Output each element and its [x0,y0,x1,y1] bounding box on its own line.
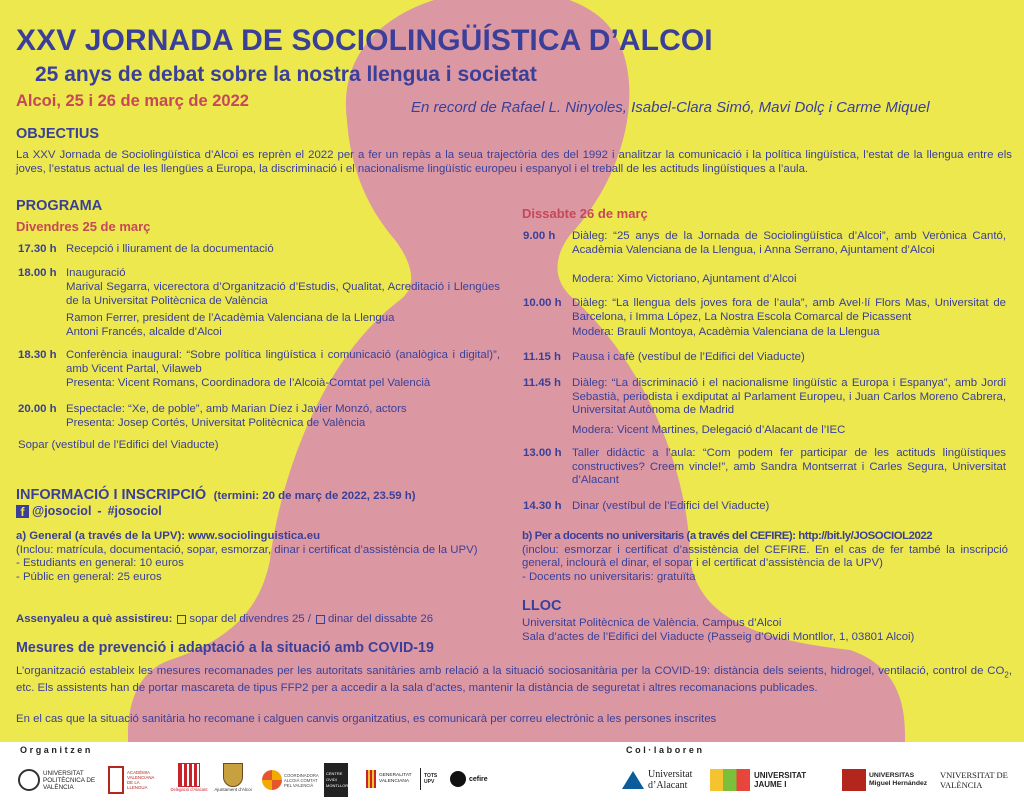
program-entry: Modera: Ximo Victoriano, Ajuntament d’Alcoi [572,273,797,285]
page-subtitle: 25 anys de debat sobre la nostra llengua i societat [35,63,537,86]
page-title: XXV JORNADA DE SOCIOLINGÜÍSTICA D’ALCOI [16,24,713,57]
delegacio-crest-icon [178,763,200,787]
event-date: Alcoi, 25 i 26 de març de 2022 [16,92,249,110]
attend-option-dinner: sopar del divendres 25 / [189,613,311,625]
program-entry: Presenta: Josep Cortés, Universitat Politècnica de València [66,417,366,429]
teacher-registration [522,530,1008,584]
program-entry: Modera: Brauli Montoya, Acadèmia Valenciana de la Llengua [572,326,880,338]
teachers-includes: (inclou: esmorzar i certificat d’assistència del CEFIRE. En el cas de fer també la inscripció general, inclourà el dinar, el sopar i el certificat d’assistència de la UPV) [522,543,1008,570]
program-entry: Recepció i lliurament de la documentació [66,243,274,255]
coordinadora-mark-icon [262,770,282,790]
time-label: 11.45 h [523,377,561,389]
facebook-icon[interactable]: f [16,505,29,518]
logo-text: UNIVERSITAT POLITÈCNICA DE VALÈNCIA [43,769,96,791]
time-label: 11.15 h [523,351,561,363]
price-students: - Estudiants en general: 10 euros [16,557,184,570]
logo-text: CENTRE OVIDI MONTLLOR [326,771,349,788]
social-row [16,504,162,519]
program-entry: Diàleg: “25 anys de la Jornada de Sociolingüística d’Alcoi”, amb Verònica Cantó, Acadèmia Valenciana de la Llengua, i Anna Serrano, Ajuntament d’Alcoi [572,230,1006,256]
covid-note: En el cas que la situació sanitària ho recomane i calguen canvis organitzatius, es comunicarà per correu electrònic a les persones inscrites [16,713,717,725]
teachers-url-link[interactable]: http://bit.ly/JOSOCIOL2022 [798,530,933,542]
general-includes: (Inclou: matrícula, documentació, sopar, esmorzar, dinar i certificat d’assistència de la UPV) [16,543,478,556]
teachers-label: b) Per a docents no universitaris (a través del CEFIRE): [522,530,796,542]
upv-logo[interactable] [18,765,102,795]
uji-logo[interactable] [710,766,834,794]
program-entry: Marival Segarra, vicerectora d’Organització d’Estudis, Qualitat, Acreditació i Llengües de la Universitat Politècnica de València [66,281,500,307]
program-entry: Conferència inaugural: “Sobre política lingüística i comunicació (analògica i digital)”, amb Vicent Partal, Vilaweb [66,349,500,375]
general-registration [16,530,500,584]
lloc-line2: Sala d’actes de l’Edifici del Viaducte (Passeig d’Ovidi Montllor, 1, 03801 Alcoi) [522,631,915,643]
attend-label: Assenyaleu a què assistireu: [16,613,173,625]
ajuntament-crest-icon [223,763,243,787]
cefire-logo[interactable] [450,768,494,790]
info-deadline: (termini: 20 de març de 2022, 23.59 h) [213,490,416,502]
avl-logo[interactable] [108,763,162,797]
day1-label: Divendres 25 de març [16,219,151,234]
program-entry: Espectacle: “Xe, de poble”, amb Marian Díez i Javier Monzó, actors [66,403,407,415]
program-entry: Ramon Ferrer, president de l’Acadèmia Valenciana de la Llengua [66,312,395,324]
attend-row [16,613,433,627]
general-url-link[interactable]: www.sociolinguistica.eu [188,530,321,542]
covid-paragraph [16,665,1012,695]
program-entry: Taller didàctic a l’aula: “Com podem fer participar de les actituds lingüístiques constructives? Creem vincle!”, amb Sandra Montserrat i Carles Segura, Universitat d’Alacant [572,447,1006,487]
dinner-checkbox[interactable] [177,615,186,624]
covid-text: L’organització estableix les mesures recomanades per les autoritats sanitàries amb relació a la situació sociosanitària per la COVID-19: distància dels seients, hidrogel, ventilació, control de CO [16,665,1005,677]
logo-text: Universitat d’Alacant [648,769,693,791]
covid-heading: Mesures de prevenció i adaptació a la situació amb COVID-19 [16,640,434,656]
lloc-line1: Universitat Politècnica de València. Campus d’Alcoi [522,617,782,629]
tots-upv-logo[interactable] [420,768,442,790]
social-separator: - [97,504,102,518]
lloc-heading: LLOC [522,598,562,614]
logo-text: cefire [469,775,488,783]
program-entry: Dinar (vestíbul de l’Edifici del Viaducte) [572,500,770,512]
program-entry: Diàleg: “La llengua dels joves fora de l’aula”, amb Avel·lí Flors Mas, Universitat de Barcelona, i Imma López, La Nostra Escola Comarcal de Picassent [572,297,1006,323]
coordinadora-logo[interactable] [262,765,320,795]
logo-text: UNIVERSITAS Miguel Hernández [869,772,928,787]
programa-heading: PROGRAMA [16,198,103,214]
cefire-mark-icon [450,771,466,787]
price-public: - Públic en general: 25 euros [16,570,162,583]
time-label: 18.30 h [18,349,57,361]
ovidi-logo[interactable] [324,763,348,797]
social-handle[interactable]: @josociol [32,504,92,518]
logo-text: ACADÈMIA VALENCIANA DE LA LLENGUA [127,770,155,790]
time-label: 9.00 h [523,230,556,242]
ua-logo[interactable] [622,766,704,794]
teachers-price: - Docents no universitaris: gratuïta [522,570,696,583]
time-label: 13.00 h [523,447,562,459]
objectives-text: La XXV Jornada de Sociolingüística d’Alcoi es reprèn el 2022 per a fer un repàs a la seua trajectòria des del 1992 i analitzar la comunicació i la política lingüística, l’estat de la llengua entre els joves, l’estatus actual de les llengües a Europa, la discriminació i el nacionalisme lingüístic europeu i espanyol i el treball de les actituds lingüístiques a l’aula. [16,149,1012,175]
logo-text: TOTS UPV [424,773,438,785]
general-label: a) General (a través de la UPV): [16,530,186,542]
program-entry: Modera: Vicent Martines, Delegació d’Alacant de l’IEC [572,424,846,436]
info-heading: INFORMACIÓ I INSCRIPCIÓ [16,487,207,503]
uji-mark-icon [710,769,750,791]
lunch-checkbox[interactable] [316,615,325,624]
organizers-label: Organitzen [20,745,94,755]
umh-logo[interactable] [842,766,932,794]
logo-text: Delegació d’Alacant [170,787,208,792]
program-entry: Inauguració [66,267,126,279]
logo-text: GENERALITAT VALENCIANA [379,773,412,784]
ajuntament-logo[interactable] [208,763,258,797]
gva-logo[interactable] [366,766,416,792]
umh-mark-icon [842,769,866,791]
logo-text: Ajuntament d’Alcoi [214,787,252,792]
covid-text: , etc. Els assistents han de portar mascareta de tipus FFP2 per a accedir a la sala d’actes, mantenir la distància de seguretat i altres recomanacions publicades. [16,665,1012,694]
time-label: 20.00 h [18,403,57,415]
delegacio-logo[interactable] [170,763,208,797]
upv-seal-icon [18,769,40,791]
time-label: 10.00 h [523,297,562,309]
time-label: 14.30 h [523,500,562,512]
logo-text: COORDINADORA ALCOIÀ COMTAT PEL VALENCIÀ [284,772,319,788]
avl-mark-icon [108,766,124,794]
covid-subscript: 2 [1004,670,1009,680]
info-heading-row [16,486,416,504]
program-entry: Sopar (vestíbul de l’Edifici del Viaducte) [18,439,219,451]
memorial-line: En record de Rafael L. Ninyoles, Isabel-Clara Simó, Mavi Dolç i Carme Miquel [411,99,930,116]
attend-option-lunch: dinar del dissabte 26 [327,613,434,625]
ua-mark-icon [622,771,644,789]
collaborators-label: Col·laboren [626,745,705,755]
time-label: 17.30 h [18,243,57,255]
program-entry: Presenta: Vicent Romans, Coordinadora de l’Alcoià-Comtat pel Valencià [66,377,431,389]
logo-text: VNIVERSITAT DE VALÈNCIA [940,770,1008,790]
program-entry: Antoni Francés, alcalde d’Alcoi [66,326,222,338]
program-entry: Diàleg: “La discriminació i el nacionalisme lingüístic a Europa i Espanya”, amb Jordi Sebastià, periodista i exdiputat al Parlament Europeu, i Juan Carlos Moreno Cabrera, Universitat Autònoma de Madrid [572,377,1006,417]
social-hashtag[interactable]: #josociol [107,504,162,518]
time-label: 18.00 h [18,267,57,279]
objectives-heading: OBJECTIUS [16,126,99,142]
gva-crest-icon [366,770,376,788]
program-entry: Pausa i cafè (vestíbul de l’Edifici del Viaducte) [572,351,805,363]
uv-logo[interactable] [940,765,1012,795]
day2-label: Dissabte 26 de març [522,206,648,221]
logo-text: UNIVERSITAT JAUME I [754,771,807,789]
